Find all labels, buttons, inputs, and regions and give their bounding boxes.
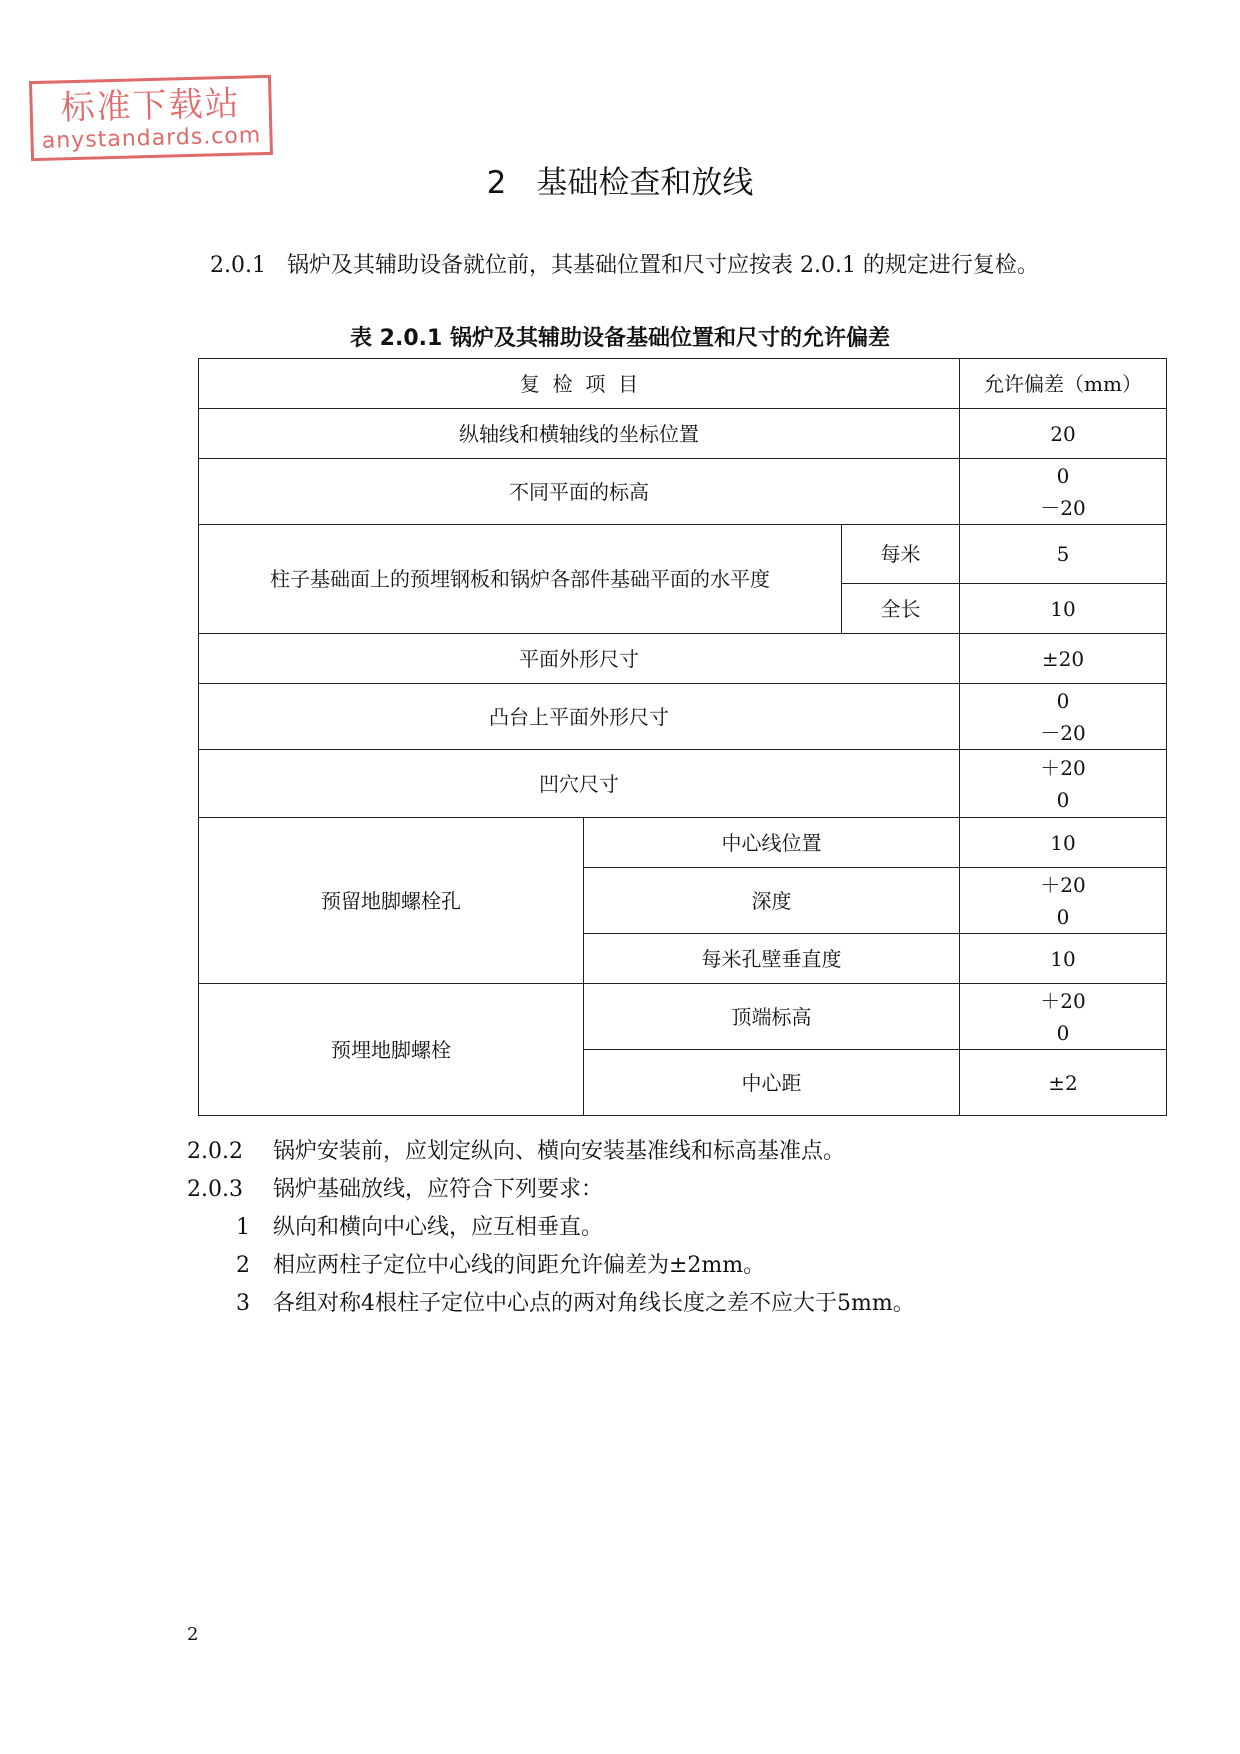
- table-row: [199, 634, 1167, 684]
- clause-text: 锅炉安装前，应划定纵向、横向安装基准线和标高基准点。: [273, 1139, 846, 1164]
- row-tolerance: ＋20 0: [960, 750, 1167, 818]
- clause-2-0-1: [210, 247, 1080, 285]
- list-item: [236, 1248, 765, 1284]
- sub-label: 全长: [842, 584, 960, 634]
- section-title: [0, 162, 1240, 204]
- row-tolerance: ＋20 0: [960, 984, 1167, 1050]
- list-item-number: 1: [236, 1215, 250, 1240]
- sub-label: 中心线位置: [584, 818, 960, 868]
- row-tolerance: 0 －20: [960, 684, 1167, 750]
- table-caption: 表 2.0.1 锅炉及其辅助设备基础位置和尺寸的允许偏差: [350, 326, 890, 351]
- watermark-stamp: [29, 75, 273, 161]
- clause-text: 锅炉基础放线，应符合下列要求：: [273, 1177, 604, 1202]
- page-number: 2: [187, 1624, 199, 1645]
- list-item-text: 纵向和横向中心线，应互相垂直。: [273, 1215, 604, 1240]
- table-row: [199, 984, 1167, 1050]
- stamp-text-en: anystandards.com: [41, 123, 262, 154]
- section-number: 2: [486, 165, 507, 201]
- row-tolerance: ＋20 0: [960, 868, 1167, 934]
- list-item: [236, 1210, 603, 1246]
- row-item: 平面外形尺寸: [199, 634, 960, 684]
- clause-number: 2.0.1: [210, 253, 266, 278]
- row-item: 凸台上平面外形尺寸: [199, 684, 960, 750]
- row-tolerance: 10: [960, 584, 1167, 634]
- row-tolerance: ±2: [960, 1050, 1167, 1116]
- row-item: 预留地脚螺栓孔: [199, 818, 584, 984]
- row-tolerance: 10: [960, 818, 1167, 868]
- sub-label: 每米孔壁垂直度: [584, 934, 960, 984]
- row-tolerance: 20: [960, 409, 1167, 459]
- list-item-text: 各组对称4根柱子定位中心点的两对角线长度之差不应大于5mm。: [273, 1291, 915, 1316]
- row-tolerance: 5: [960, 525, 1167, 584]
- clause-2-0-3: [187, 1172, 603, 1208]
- row-item: 不同平面的标高: [199, 459, 960, 525]
- header-tolerance: 允许偏差（mm）: [960, 359, 1167, 409]
- sub-label: 深度: [584, 868, 960, 934]
- tolerance-table: [198, 358, 1167, 1116]
- list-item-number: 3: [236, 1291, 250, 1316]
- list-item: [236, 1286, 915, 1322]
- row-tolerance: ±20: [960, 634, 1167, 684]
- table-row: [199, 684, 1167, 750]
- table-row: [199, 818, 1167, 868]
- table-header-row: [199, 359, 1167, 409]
- header-item: 复 检 项 目: [199, 359, 960, 409]
- clause-2-0-2: [187, 1134, 845, 1170]
- table-row: [199, 459, 1167, 525]
- row-item: 预埋地脚螺栓: [199, 984, 584, 1116]
- row-item: 纵轴线和横轴线的坐标位置: [199, 409, 960, 459]
- sub-label: 顶端标高: [584, 984, 960, 1050]
- row-item: 凹穴尺寸: [199, 750, 960, 818]
- row-item: 柱子基础面上的预埋钢板和锅炉各部件基础平面的水平度: [199, 525, 842, 634]
- list-item-text: 相应两柱子定位中心线的间距允许偏差为±2mm。: [273, 1253, 766, 1278]
- stamp-text-cn: 标准下载站: [60, 83, 242, 129]
- clause-text: 锅炉及其辅助设备就位前，其基础位置和尺寸应按表 2.0.1 的规定进行复检。: [286, 253, 1039, 278]
- row-tolerance: 10: [960, 934, 1167, 984]
- sub-label: 每米: [842, 525, 960, 584]
- section-title-text: 基础检查和放线: [536, 165, 754, 201]
- table-row: [199, 750, 1167, 818]
- clause-number: 2.0.3: [187, 1177, 243, 1202]
- sub-label: 中心距: [584, 1050, 960, 1116]
- table-row: [199, 409, 1167, 459]
- table-row: [199, 525, 1167, 584]
- list-item-number: 2: [236, 1253, 250, 1278]
- clause-number: 2.0.2: [187, 1139, 243, 1164]
- row-tolerance: 0 －20: [960, 459, 1167, 525]
